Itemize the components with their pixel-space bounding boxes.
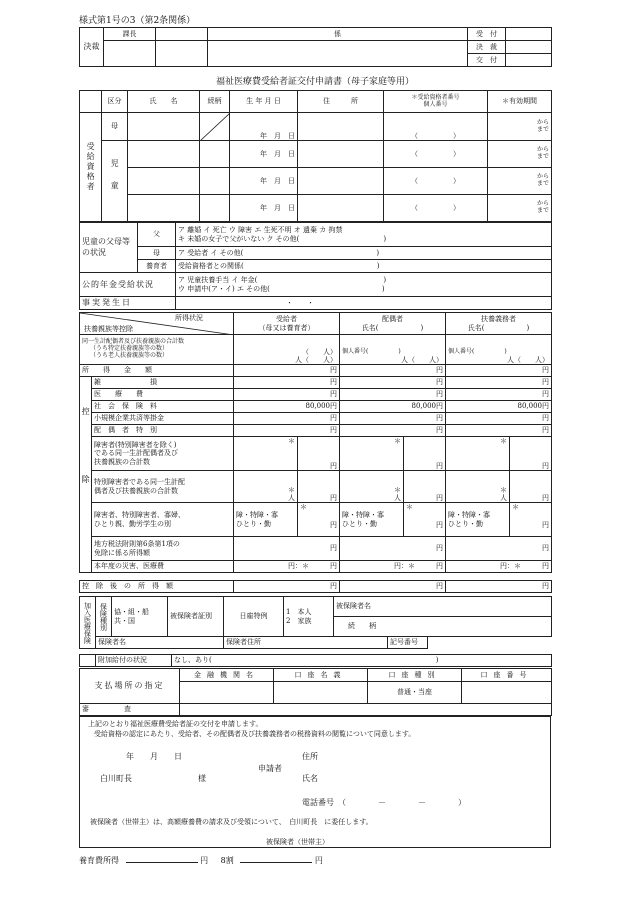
spouse-shogai-yen[interactable]: 円 <box>404 437 446 471</box>
supporter-shogai-yen[interactable]: 円 <box>510 437 552 471</box>
mother-name-field[interactable] <box>128 113 200 141</box>
child2-name-field[interactable] <box>128 168 200 195</box>
decl-sama: 様 <box>198 774 206 783</box>
income-amount-label: 所 得 金 額 <box>80 365 234 377</box>
payment-label: 支払場所の指定 <box>80 669 180 704</box>
header-birthdate: 生 年 月 日 <box>230 91 298 113</box>
col-recipient-title: 受給者 <box>276 315 297 324</box>
insurance-table <box>79 596 552 649</box>
insured-certificate-label: 被保険者証別 <box>168 597 224 637</box>
parents-label: 児童の父母等の状況 <box>80 223 138 273</box>
supporter-toku-yen[interactable]: 円 <box>510 471 552 503</box>
shogai-label-2: である同一生計配偶者及び <box>94 449 178 458</box>
father-options-1[interactable]: ア 離婚 イ 死亡 ウ 障害 エ 生死不明 オ 遺棄 カ 拘禁 <box>178 226 343 235</box>
kojogo-label: 控 除 後 の 所 得 額 <box>80 581 234 593</box>
approval-block <box>79 27 552 67</box>
child3-valid-from: から <box>536 200 549 208</box>
footer-yen: 円 <box>200 856 209 865</box>
child3-number[interactable]: （ ） <box>384 195 488 222</box>
extra-benefit-row <box>79 654 552 667</box>
extra-benefit-label: 附加給付の状況 <box>96 655 172 667</box>
daily-special-label: 日雇特例 <box>224 597 284 637</box>
spouse-toku-yen[interactable]: 円 <box>404 471 446 503</box>
form-number: 様式第1号の3（第2条関係） <box>79 16 196 26</box>
review-label: 審 査 <box>80 704 180 716</box>
decl-mayor: 白川町長 <box>100 774 132 783</box>
pension-options-1[interactable]: ア 児童扶養手当 イ 年金( ) <box>178 276 387 285</box>
spouse-shogai-star: ＊ <box>394 437 401 445</box>
footer-label: 養育費所得 <box>79 856 119 865</box>
supporter-toku-nin[interactable]: 人 <box>500 493 507 502</box>
recipient-saigai[interactable]: 円：＊ 円 <box>234 561 340 573</box>
recipient-kafu-opt1[interactable]: 障・特障・寡 <box>236 511 278 520</box>
recipient-toku-nin[interactable]: 人 <box>288 493 295 502</box>
header-kubun: 区分 <box>102 91 128 113</box>
number-field[interactable] <box>462 682 552 704</box>
supporter-income[interactable]: 円 <box>446 365 552 377</box>
footer-rate-field[interactable] <box>240 862 312 863</box>
number-label: 口座番号 <box>462 669 552 682</box>
supporter-saigai[interactable]: 円：＊ 円 <box>446 561 552 573</box>
insurance-types-1[interactable]: 協・組・船 <box>114 608 149 617</box>
child1-valid-from: から <box>536 146 549 154</box>
corner-bottom-label: 扶養親族等控除 <box>84 324 133 333</box>
item-shakai: 社 会 保 険 料 <box>92 401 234 413</box>
child1-name-field[interactable] <box>128 141 200 168</box>
tokubetsu-label-1: 特別障害者である同一生計配 <box>94 478 185 487</box>
supporter-kojin-no[interactable]: 個人番号( ) <box>448 348 507 356</box>
shogai-label-1: 障害者(特別障害者を除く) <box>94 441 177 450</box>
child1-number[interactable]: （ ） <box>384 141 488 168</box>
header-address: 住 所 <box>298 91 384 113</box>
spouse-kibo[interactable]: 円 <box>340 413 446 425</box>
mother-number[interactable]: （ ） <box>384 113 488 141</box>
dependents-label-3: （うち老人扶養親族等の数） <box>90 351 169 359</box>
decl-date[interactable]: 年 月 日 <box>126 752 182 761</box>
recipient-dep-special[interactable]: （ 人） <box>302 347 337 356</box>
child2-valid-from: から <box>536 173 549 181</box>
child1-relation-field[interactable] <box>200 141 230 168</box>
recipient-haigusha[interactable]: 円 <box>234 425 340 437</box>
kakari-label: 係 <box>208 28 468 41</box>
header-name: 氏 名 <box>128 91 200 113</box>
corner-top-label: 所得状況 <box>175 314 203 322</box>
insurance-side-label: 加入医療保険 <box>80 597 96 649</box>
mother-label: 母 <box>102 113 128 141</box>
supporter-kibo[interactable]: 円 <box>446 413 552 425</box>
child2-address-field[interactable] <box>298 168 384 195</box>
kind-value[interactable]: 普通・当座 <box>368 682 462 704</box>
recipient-income[interactable]: 円 <box>234 365 340 377</box>
mother-valid-from: から <box>536 118 549 126</box>
supporter-toku-star: ＊ <box>500 485 507 494</box>
recipient-kafu-star: ＊ <box>300 503 307 511</box>
supporter-kafu-opt1[interactable]: 障・特障・寡 <box>448 511 490 520</box>
spouse-kojin-no[interactable]: 個人番号( ) <box>342 348 401 356</box>
supporter-haigusha[interactable]: 円 <box>446 425 552 437</box>
col-supporter-title: 扶養義務者 <box>481 315 516 324</box>
col-supporter-sub[interactable]: 氏名( ) <box>467 323 530 332</box>
supporter-kafu-yen[interactable]: 円 <box>542 521 549 530</box>
recipient-toku-yen[interactable]: 円 <box>298 471 340 503</box>
recipient-kafu-opt2[interactable]: ひとり・勤 <box>236 519 271 528</box>
kojo-side-label: 控除 <box>80 377 92 573</box>
header-recipient-no: ＊受給資格者番号 <box>411 93 460 101</box>
child-label: 児童 <box>102 141 128 222</box>
decl-line-2: 受給資格の認定にあたり、受給者、その配偶者及び扶養義務者の税務資料の閲覧について同意します。 <box>94 730 416 738</box>
insurance-types-2[interactable]: 共・国 <box>114 616 135 625</box>
mother-birthdate[interactable]: 年 月 日 <box>230 113 298 141</box>
mother-status-label: 母 <box>138 247 176 260</box>
holder-label: 口座名義 <box>274 669 368 682</box>
supporter-iryohi[interactable]: 円 <box>446 389 552 401</box>
decl-delegation: 被保険者（世帯主）は、高額療養費の請求及び受領について、 白川町長 に委任します。 <box>90 818 373 826</box>
decl-tel[interactable]: 電話番号 （ － － ） <box>302 798 466 807</box>
decl-address-label: 住所 <box>302 752 318 761</box>
header-validity: ＊有効期間 <box>488 91 552 113</box>
child1-valid-to: まで <box>536 153 549 160</box>
supporter-zasson[interactable]: 円 <box>446 377 552 389</box>
dependents-label-1: 同一生計配偶者及び扶養親族の合計数 <box>82 338 185 346</box>
father-options-2[interactable]: キ 未婚の女子で父がいない ク その他( ) <box>178 234 387 243</box>
kacho-label: 課長 <box>104 28 156 41</box>
spouse-kafu-opt2[interactable]: ひとり・勤 <box>342 519 377 528</box>
diagonal-line <box>200 113 230 141</box>
decl-applicant-label: 申請者 <box>258 764 282 773</box>
child3-valid-to: まで <box>536 207 549 214</box>
spouse-dep-total[interactable]: 人（ 人） <box>401 355 443 364</box>
col-spouse-title: 配偶者 <box>382 315 403 324</box>
supporter-shogai-star: ＊ <box>500 437 507 445</box>
spouse-zasson[interactable]: 円 <box>340 377 446 389</box>
shogai-label-3: 扶養親族の合計数 <box>94 457 150 466</box>
recipient-shogai-star: ＊ <box>288 437 295 445</box>
recipients-table <box>79 90 552 222</box>
chiho-label-1: 地方税法附則第6条第1項の <box>94 540 180 549</box>
recipient-kafu-yen[interactable]: 円 <box>330 521 337 530</box>
payment-table <box>79 668 552 716</box>
child3-birthdate[interactable]: 年 月 日 <box>230 195 298 222</box>
mother-options[interactable]: ア 受給者 イ その他( ) <box>176 247 552 260</box>
insured-name-label[interactable]: 被保険者名 <box>334 597 552 617</box>
decl-insured-head: 被保険者（世帯主） <box>266 838 329 846</box>
mother-address-field[interactable] <box>298 113 384 141</box>
supporter-kafu-star: ＊ <box>512 503 519 511</box>
guardian-label: 養育者 <box>138 260 176 273</box>
spouse-haigusha[interactable]: 円 <box>340 425 446 437</box>
spouse-kafu-star: ＊ <box>406 503 413 511</box>
kafu-label-2: ひとり親、勤労学生の別 <box>94 519 171 528</box>
kafu-label-1: 障害者、特別障害者、寡婦、 <box>94 511 185 520</box>
supporter-kafu-opt2[interactable]: ひとり・勤 <box>448 519 483 528</box>
footer-income-field[interactable] <box>126 862 198 863</box>
footer-rate: 8割 <box>220 856 234 865</box>
extra-benefit-value[interactable]: なし、あり( ) <box>172 655 552 667</box>
recipient-iryohi[interactable]: 円 <box>234 389 340 401</box>
insured-relation-label[interactable]: 続 柄 <box>334 617 552 637</box>
recipient-dep-total[interactable]: 人（ 人） <box>295 355 337 364</box>
spouse-chiho[interactable]: 円 <box>340 537 446 561</box>
spouse-kojogo[interactable]: 円 <box>340 581 446 593</box>
child2-valid-to: まで <box>536 180 549 187</box>
spouse-saigai[interactable]: 円：＊ 円 <box>340 561 446 573</box>
dependents-label-2: （うち特定扶養親族等の数） <box>90 345 169 353</box>
child3-relation-field[interactable] <box>200 195 230 222</box>
mother-valid-to: まで <box>536 125 549 133</box>
item-kibo: 小規模企業共済等掛金 <box>92 413 234 425</box>
recipient-toku-star: ＊ <box>288 485 295 494</box>
child2-number[interactable]: （ ） <box>384 168 488 195</box>
header-relation: 続柄 <box>200 91 230 113</box>
parents-table <box>79 222 552 310</box>
tokubetsu-label-2: 偶者及び扶養親族の合計数 <box>94 486 178 495</box>
supporter-kojogo[interactable]: 円 <box>446 581 552 593</box>
incident-label: 事実発生日 <box>80 297 176 310</box>
spouse-kafu-yen[interactable]: 円 <box>436 521 443 530</box>
incident-date[interactable]: ・ ・ <box>176 297 552 310</box>
spouse-toku-nin[interactable]: 人 <box>394 493 401 502</box>
spouse-iryohi[interactable]: 円 <box>340 389 446 401</box>
footer <box>79 855 323 866</box>
footer-yen2: 円 <box>314 856 323 865</box>
saigai-label: 本年度の災害、医療費 <box>92 561 234 573</box>
child2-birthdate[interactable]: 年 月 日 <box>230 168 298 195</box>
supporter-chiho[interactable]: 円 <box>446 537 552 561</box>
col-recipient-sub: （母又は養育者） <box>258 323 315 332</box>
child3-address-field[interactable] <box>298 195 384 222</box>
uketsuke-label: 受 付 <box>468 28 506 41</box>
kessai-label: 決裁 <box>80 28 104 67</box>
decl-line-1: 上記のとおり福祉医療費受給者証の交付を申請します。 <box>88 720 263 728</box>
child3-name-field[interactable] <box>128 195 200 222</box>
kofu-label: 交 付 <box>468 54 506 67</box>
kessai2-label: 決 裁 <box>468 41 506 54</box>
spouse-toku-star: ＊ <box>394 485 401 494</box>
child1-birthdate[interactable]: 年 月 日 <box>230 141 298 168</box>
supporter-dep-total[interactable]: 人（ 人） <box>507 355 549 364</box>
col-spouse-sub[interactable]: 氏名( ) <box>361 323 424 332</box>
recipient-zasson[interactable]: 円 <box>234 377 340 389</box>
kojogo-row <box>79 580 552 593</box>
insurer-address-label[interactable]: 保険者住所 <box>224 637 388 649</box>
opt-honnin[interactable]: 1 本人 <box>286 608 312 617</box>
recipient-side-label: 受給資格者 <box>80 113 102 222</box>
pension-options-2[interactable]: ウ 申請中(ア・イ) エ その他( ) <box>178 284 385 293</box>
review-field <box>180 704 552 716</box>
bank-label: 金融機関名 <box>180 669 274 682</box>
recipient-kojogo[interactable]: 円 <box>234 581 340 593</box>
pension-label: 公的年金受給状況 <box>80 273 176 297</box>
decl-name-label: 氏名 <box>302 774 318 783</box>
spouse-income[interactable]: 円 <box>340 365 446 377</box>
guardian-relation[interactable]: 受給資格者との関係( ) <box>176 260 552 273</box>
child2-relation-field[interactable] <box>200 168 230 195</box>
insurance-type-label: 保険種別 <box>96 597 112 637</box>
mother-relation-cell <box>200 113 230 141</box>
income-corner-cell <box>80 313 234 335</box>
holder-field[interactable] <box>274 682 368 704</box>
chiho-label-2: 免除に係る所得額 <box>94 548 150 557</box>
recipient-shogai-yen[interactable]: 円 <box>298 437 340 471</box>
child1-address-field[interactable] <box>298 141 384 168</box>
item-zasson: 雑 損 <box>92 377 234 389</box>
item-haigusha: 配 偶 者 特 別 <box>92 425 234 437</box>
bank-field[interactable] <box>180 682 274 704</box>
declaration-box <box>79 716 551 848</box>
item-iryohi: 医 療 費 <box>92 389 234 401</box>
recipient-kibo[interactable]: 円 <box>234 413 340 425</box>
header-personal-no: 個人番号 <box>423 100 448 108</box>
opt-kazoku[interactable]: 2 家族 <box>286 616 312 625</box>
kind-label: 口座種別 <box>368 669 462 682</box>
recipient-chiho[interactable]: 円 <box>234 537 340 561</box>
form-title: 福祉医療費受給者証交付申請書（母子家庭等用） <box>215 77 414 87</box>
symbol-number-label[interactable]: 記号番号 <box>388 637 428 649</box>
supporter-shakai[interactable]: 80,000円 <box>446 401 552 413</box>
recipient-shakai[interactable]: 80,000円 <box>234 401 340 413</box>
spouse-kafu-opt1[interactable]: 障・特障・寡 <box>342 511 384 520</box>
spouse-shakai[interactable]: 80,000円 <box>340 401 446 413</box>
father-label: 父 <box>138 223 176 247</box>
income-table <box>79 312 552 573</box>
insurer-name-label[interactable]: 保険者名 <box>96 637 224 649</box>
